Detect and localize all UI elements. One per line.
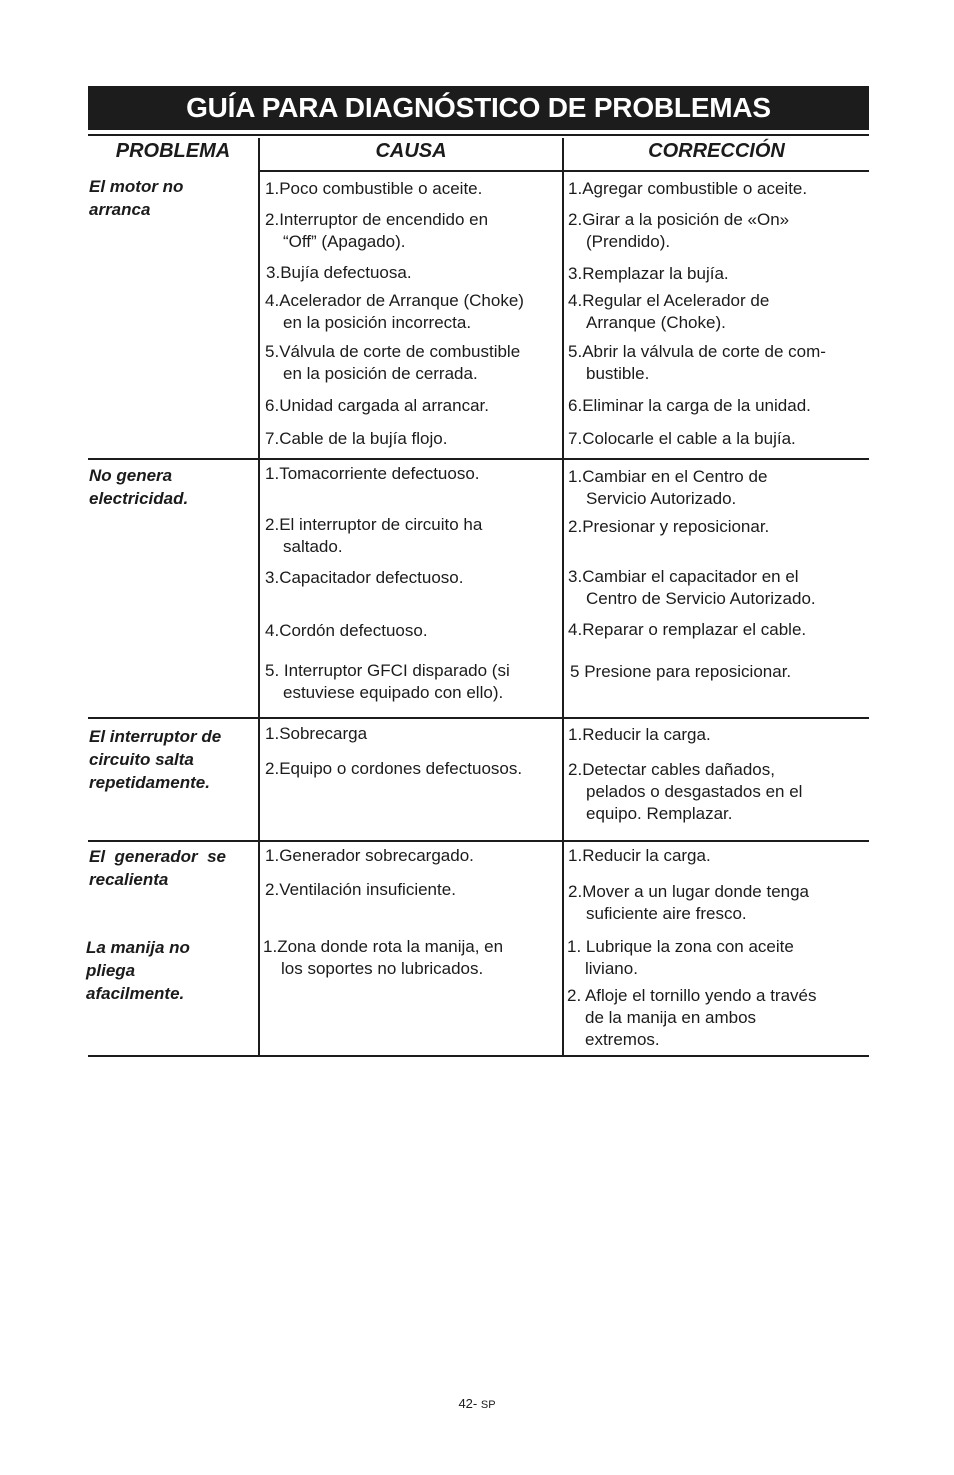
cause-item — [265, 845, 474, 867]
item-number: 3. — [265, 568, 280, 587]
correction-item — [568, 290, 769, 334]
item-text: Válvula de corte de combustible — [279, 342, 521, 361]
correction-item — [568, 724, 711, 746]
table-bottom-rule — [88, 1055, 869, 1057]
item-number: 5. — [568, 342, 583, 361]
cause-item — [263, 936, 503, 980]
item-text: Sobrecarga — [279, 724, 368, 743]
item-text: Presione para reposicionar. — [579, 662, 792, 681]
cause-item — [265, 209, 488, 253]
row-divider-2 — [88, 717, 869, 719]
correction-item — [567, 936, 794, 980]
page-number-value: 42- — [458, 1396, 478, 1411]
item-text: Generador sobrecargado. — [279, 846, 474, 865]
item-number: 4. — [265, 621, 280, 640]
item-text: Lubrique la zona con aceite — [581, 937, 794, 956]
item-number: 1. — [263, 937, 278, 956]
item-continuation: los soportes no lubricados. — [281, 959, 484, 978]
correction-item — [568, 619, 806, 641]
item-text: Capacitador defectuoso. — [279, 568, 464, 587]
item-continuation: “Off” (Apagado). — [283, 232, 406, 251]
correction-item — [568, 516, 769, 538]
correction-item — [568, 566, 816, 610]
row-divider-3 — [88, 840, 869, 842]
item-text: Presionar y reposicionar. — [582, 517, 770, 536]
item-text: Mover a un lugar donde tenga — [582, 882, 810, 901]
item-number: 5. — [265, 661, 280, 680]
item-continuation: estuviese equipado con ello). — [283, 683, 504, 702]
cause-item — [265, 290, 524, 334]
item-number: 6. — [265, 396, 280, 415]
item-text: Cable de la bujía flojo. — [279, 429, 448, 448]
correction-item — [568, 428, 796, 450]
item-continuation: (Prendido). — [586, 232, 671, 251]
item-number: 4. — [568, 620, 583, 639]
item-text: El interruptor de circuito ha — [279, 515, 483, 534]
item-text: Tomacorriente defectuoso. — [279, 464, 480, 483]
item-text: Poco combustible o aceite. — [279, 179, 483, 198]
item-number: 1. — [265, 179, 280, 198]
correction-item — [568, 759, 802, 825]
cause-item — [265, 660, 510, 704]
item-number: 1. — [265, 724, 280, 743]
language-code: SP — [480, 1399, 496, 1411]
correction-item — [568, 466, 767, 510]
problem-no-genera-electricidad: No genera electricidad. — [89, 466, 189, 508]
column-divider-2 — [562, 138, 564, 1057]
correction-item — [568, 341, 826, 385]
item-text: Reparar o remplazar el cable. — [582, 620, 807, 639]
item-number: 5 — [570, 662, 580, 681]
cause-item — [265, 341, 520, 385]
item-number: 7. — [265, 429, 280, 448]
title-bar — [88, 86, 869, 130]
item-number: 2. — [567, 986, 582, 1005]
item-text: Reducir la carga. — [582, 846, 711, 865]
item-number: 2. — [568, 760, 583, 779]
item-continuation: de la manija en ambos extremos. — [585, 1008, 757, 1049]
cause-item — [265, 463, 480, 485]
cause-item — [265, 567, 463, 589]
item-continuation: suficiente aire fresco. — [586, 904, 747, 923]
correction-item — [568, 209, 789, 253]
item-text: Ventilación insuficiente. — [279, 880, 456, 899]
item-text: Agregar combustible o aceite. — [582, 179, 808, 198]
correction-item — [567, 985, 817, 1051]
cause-item — [265, 514, 482, 558]
column-divider-1 — [258, 138, 260, 1057]
item-number: 1. — [265, 846, 280, 865]
correction-item — [568, 178, 807, 200]
item-text: Detectar cables dañados, — [582, 760, 775, 779]
problem-generador-recalienta: El generador se recalienta — [89, 847, 226, 889]
problem-motor-no-arranca: El motor no arranca — [89, 177, 184, 219]
item-number: 1. — [567, 937, 582, 956]
item-text: Eliminar la carga de la unidad. — [582, 396, 811, 415]
header-causa: CAUSA — [375, 140, 447, 162]
item-number: 7. — [568, 429, 583, 448]
item-number: 3. — [266, 263, 281, 282]
correction-item — [568, 881, 809, 925]
item-number: 2. — [265, 759, 280, 778]
item-text: Acelerador de Arranque (Choke) — [279, 291, 524, 310]
item-text: Interruptor de encendido en — [279, 210, 489, 229]
item-text: Colocarle el cable a la bujía. — [582, 429, 796, 448]
correction-item — [570, 661, 791, 683]
item-continuation: pelados o desgastados en el equipo. Remplazar. — [586, 782, 803, 823]
item-continuation: liviano. — [585, 959, 638, 978]
item-number: 2. — [265, 515, 280, 534]
item-number: 4. — [568, 291, 583, 310]
item-number: 6. — [568, 396, 583, 415]
item-number: 1. — [568, 846, 583, 865]
cause-item — [265, 178, 482, 200]
cause-item — [265, 620, 428, 642]
item-continuation: Arranque (Choke). — [586, 313, 726, 332]
problem-interruptor-salta: El interruptor de circuito salta repetidamente. — [89, 727, 222, 792]
header-correccion: CORRECCIÓN — [648, 140, 785, 162]
item-text: Cordón defectuoso. — [279, 621, 428, 640]
cause-item — [265, 428, 447, 450]
item-text: Girar a la posición de «On» — [582, 210, 790, 229]
item-number: 1. — [568, 725, 583, 744]
item-text: Cambiar el capacitador en el — [582, 567, 799, 586]
correction-item — [568, 845, 711, 867]
item-number: 3. — [568, 264, 583, 283]
correction-item — [568, 395, 811, 417]
item-number: 2. — [265, 880, 280, 899]
item-continuation: Servicio Autorizado. — [586, 489, 737, 508]
item-text: Regular el Acelerador de — [582, 291, 770, 310]
item-text: Cambiar en el Centro de — [582, 467, 768, 486]
problem-manija-no-pliega: La manija no pliega afacilmente. — [86, 938, 190, 1003]
page-number — [0, 1396, 954, 1411]
page-title: GUÍA PARA DIAGNÓSTICO DE PROBLEMAS — [186, 92, 771, 123]
item-number: 1. — [568, 179, 583, 198]
cause-item — [265, 395, 489, 417]
item-continuation: saltado. — [283, 537, 343, 556]
item-text: Unidad cargada al arrancar. — [279, 396, 489, 415]
cause-item — [265, 758, 522, 780]
item-number: 4. — [265, 291, 280, 310]
item-text: Afloje el tornillo yendo a través — [581, 986, 817, 1005]
item-number: 1. — [568, 467, 583, 486]
correction-item — [568, 263, 729, 285]
row-divider-1 — [88, 458, 869, 460]
item-text: Interruptor GFCI disparado (si — [279, 661, 510, 680]
item-number: 2. — [568, 210, 583, 229]
header-problema: PROBLEMA — [115, 140, 231, 162]
item-continuation: en la posición de cerrada. — [283, 364, 478, 383]
item-text: Bujía defectuosa. — [280, 263, 412, 282]
item-continuation: bustible. — [586, 364, 650, 383]
item-text: Remplazar la bujía. — [582, 264, 729, 283]
item-continuation: Centro de Servicio Autorizado. — [586, 589, 816, 608]
cause-item — [265, 723, 367, 745]
cause-item — [265, 879, 456, 901]
item-number: 3. — [568, 567, 583, 586]
item-text: Zona donde rota la manija, en — [277, 937, 504, 956]
cause-item — [266, 262, 412, 284]
item-number: 2. — [568, 882, 583, 901]
item-text: Equipo o cordones defectuosos. — [279, 759, 523, 778]
item-text: Reducir la carga. — [582, 725, 711, 744]
item-number: 2. — [265, 210, 280, 229]
item-number: 5. — [265, 342, 280, 361]
item-text: Abrir la válvula de corte de com- — [582, 342, 826, 361]
header-top-rule — [88, 134, 869, 136]
item-continuation: en la posición incorrecta. — [283, 313, 472, 332]
item-number: 2. — [568, 517, 583, 536]
item-number: 1. — [265, 464, 280, 483]
